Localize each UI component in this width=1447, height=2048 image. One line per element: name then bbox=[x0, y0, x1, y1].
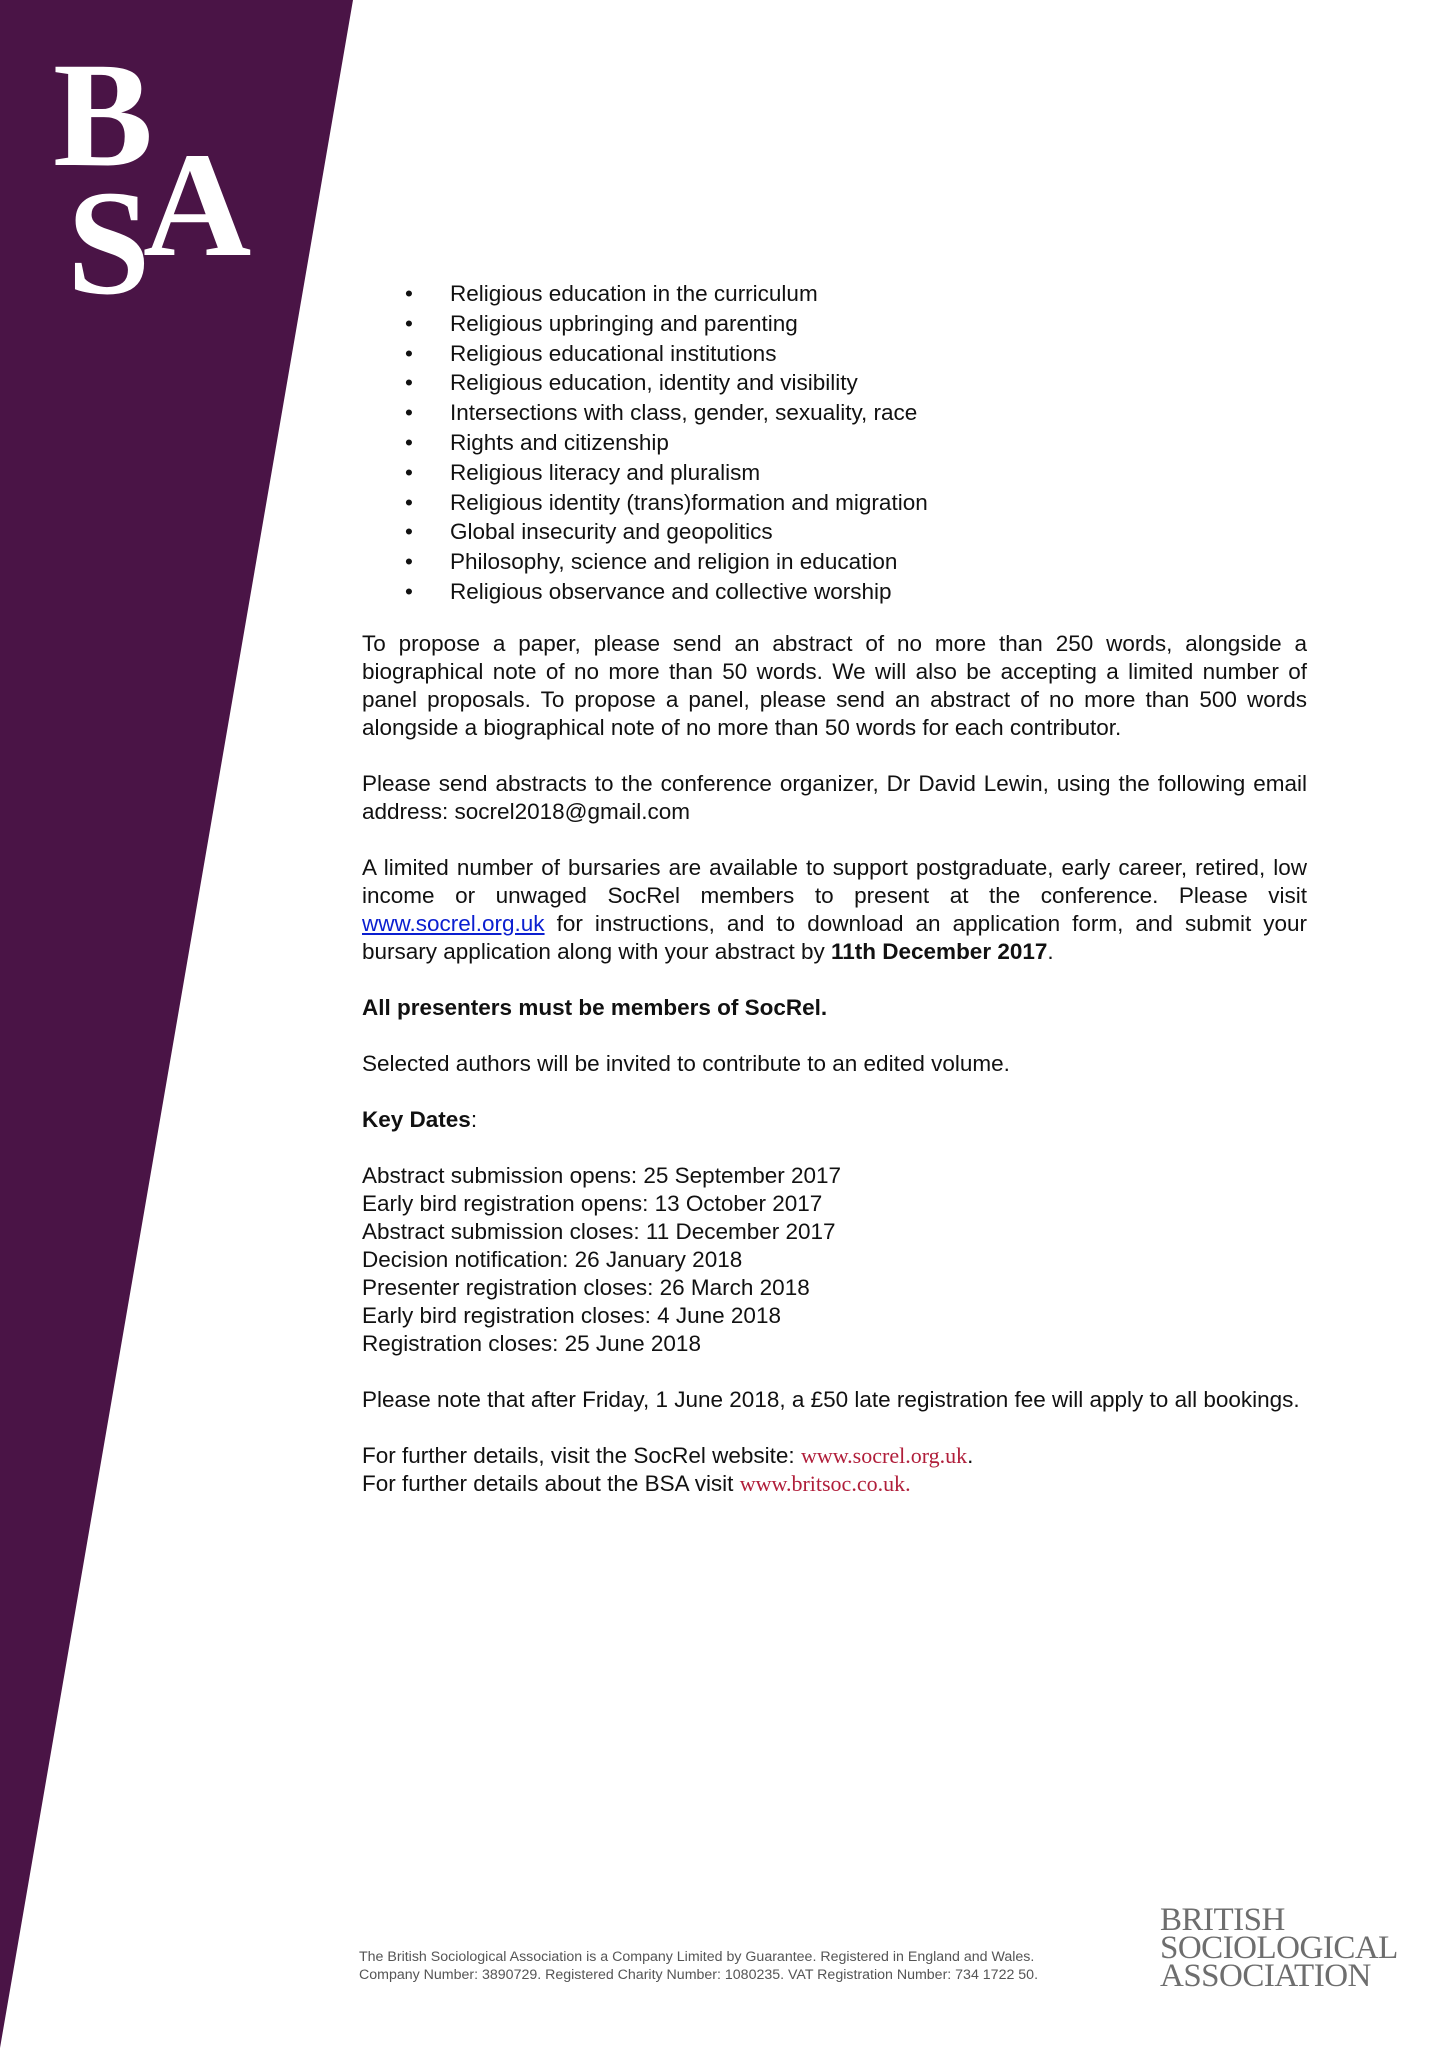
key-date-item: Early bird registration opens: 13 October 2017 bbox=[362, 1190, 823, 1216]
topic-list bbox=[362, 279, 1307, 607]
edited-volume-note: Selected authors will be invited to contribute to an edited volume. bbox=[362, 1050, 1010, 1076]
bullet-icon: • bbox=[405, 519, 413, 545]
bursary-deadline: 11th December 2017 bbox=[831, 938, 1048, 964]
propose-paper-paragraph: To propose a paper, please send an abstract of no more than 250 words, alongside a biographical note of no more than 50 words. We will also be accepting a limited number of panel proposals. To propose a panel, please send an abstract of no more than 500 words alongside a biographical note of no more than 50 words for each contributor. bbox=[362, 630, 1307, 740]
send-abstracts-paragraph: Please send abstracts to the conference organizer, Dr David Lewin, using the following email address: socrel2018@gmail.com bbox=[362, 770, 1307, 824]
further-bsa-line: For further details about the BSA visit www.britsoc.co.uk. bbox=[362, 1470, 911, 1496]
list-item: • Religious education, identity and visibility bbox=[362, 368, 1307, 398]
svg-text:S: S bbox=[67, 160, 151, 325]
further-details bbox=[362, 1442, 1307, 1498]
socrel-link[interactable]: www.socrel.org.uk bbox=[800, 1442, 968, 1468]
list-item: • Global insecurity and geopolitics bbox=[362, 517, 1307, 547]
list-item: • Philosophy, science and religion in education bbox=[362, 547, 1307, 577]
bullet-icon: • bbox=[405, 400, 413, 426]
key-date-item: Registration closes: 25 June 2018 bbox=[362, 1330, 701, 1356]
socrel-website-link[interactable]: www.socrel.org.uk bbox=[362, 910, 545, 936]
list-item: • Intersections with class, gender, sexuality, race bbox=[362, 398, 1307, 428]
bullet-icon: • bbox=[405, 549, 413, 575]
footer-line-2: Company Number: 3890729. Registered Charity Number: 1080235. VAT Registration Number: 734 1722 50. bbox=[359, 1967, 1039, 1983]
list-item: • Religious upbringing and parenting bbox=[362, 309, 1307, 339]
key-date-item: Abstract submission opens: 25 September 2017 bbox=[362, 1162, 842, 1188]
key-dates-list bbox=[362, 1162, 1307, 1358]
members-note: All presenters must be members of SocRel. bbox=[362, 994, 828, 1020]
document-body bbox=[362, 279, 1307, 1498]
bullet-icon: • bbox=[405, 281, 413, 306]
bullet-icon: • bbox=[405, 340, 413, 366]
bullet-icon: • bbox=[405, 310, 413, 336]
list-item: • Religious observance and collective worship bbox=[362, 577, 1307, 607]
further-socrel-line: For further details, visit the SocRel website: www.socrel.org.uk. bbox=[362, 1442, 974, 1468]
bullet-icon: • bbox=[405, 489, 413, 515]
britsoc-link[interactable]: www.britsoc.co.uk. bbox=[739, 1470, 911, 1496]
bullet-icon: • bbox=[405, 459, 413, 485]
key-date-item: Decision notification: 26 January 2018 bbox=[362, 1246, 743, 1272]
key-dates-heading: Key Dates: bbox=[362, 1106, 478, 1132]
bullet-icon: • bbox=[405, 429, 413, 455]
list-item: • Rights and citizenship bbox=[362, 428, 1307, 458]
legal-footer bbox=[359, 1948, 1129, 1984]
svg-text:B: B bbox=[53, 32, 154, 198]
key-date-item: Presenter registration closes: 26 March 2018 bbox=[362, 1274, 810, 1300]
list-item: • Religious educational institutions bbox=[362, 339, 1307, 369]
bursary-paragraph: A limited number of bursaries are available to support postgraduate, early career, retired, low income or unwaged SocRel members to present at the conference. Please visit www.socrel.org.uk for instructions, and to download an application form, and submit your bursary application along with your abstract by 11th December 2017. bbox=[362, 854, 1307, 964]
key-date-item: Abstract submission closes: 11 December 2017 bbox=[362, 1218, 836, 1244]
key-date-item: Early bird registration closes: 4 June 2018 bbox=[362, 1302, 781, 1328]
bullet-icon: • bbox=[405, 370, 413, 396]
british-sociological-association-logo: BRITISH SOCIOLOGICAL ASSOCIATION bbox=[1160, 1902, 1398, 1994]
list-item: • Religious literacy and pluralism bbox=[362, 458, 1307, 488]
late-fee-paragraph: Please note that after Friday, 1 June 2018, a £50 late registration fee will apply to all bookings. bbox=[362, 1386, 1300, 1412]
list-item: • Religious education in the curriculum bbox=[362, 279, 1307, 309]
bullet-icon: • bbox=[405, 578, 413, 604]
svg-text:A: A bbox=[143, 122, 252, 288]
bsa-monogram-logo bbox=[25, 25, 285, 325]
list-item: • Religious identity (trans)formation and migration bbox=[362, 488, 1307, 518]
footer-line-1: The British Sociological Association is a Company Limited by Guarantee. Registered in England and Wales. bbox=[359, 1949, 1035, 1965]
